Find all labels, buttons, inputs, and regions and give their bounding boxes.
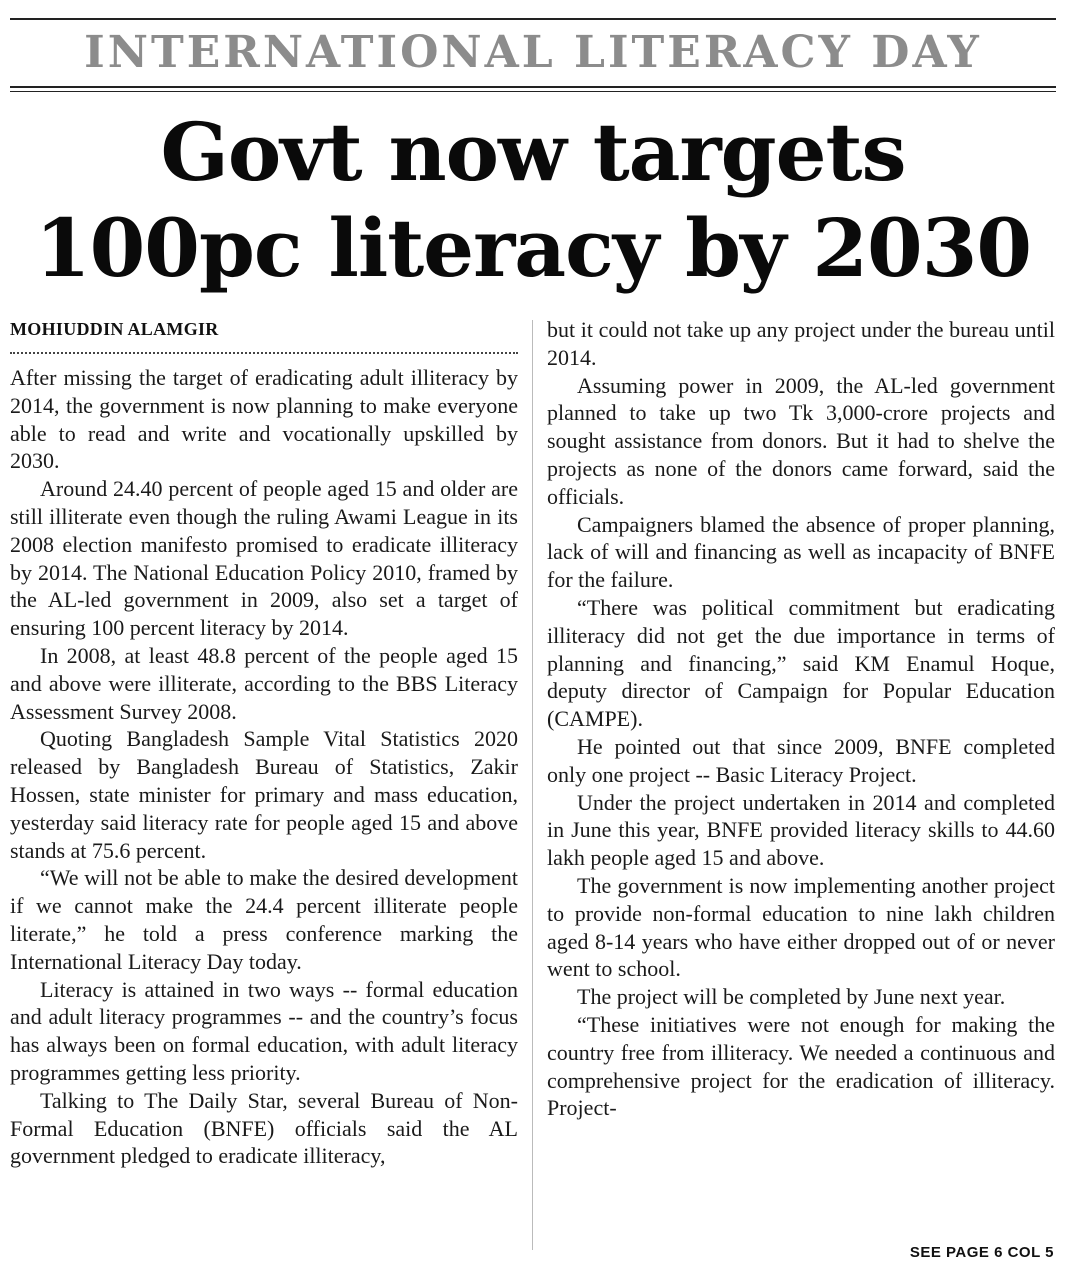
paragraph: but it could not take up any project under the bureau until 2014. (547, 317, 1055, 370)
paragraph: The project will be completed by June next year. (577, 984, 1006, 1010)
headline-line-2: 100pc literacy by 2030 (34, 201, 1032, 295)
kicker-rule-thin (10, 91, 1056, 92)
article-column-left (10, 316, 518, 1170)
article-column-right (547, 316, 1055, 1122)
paragraph: Literacy is attained in two ways -- formal education and adult literacy programmes -- and the country’s focus has always been on formal education, with adult literacy programmes getting less priority. (10, 976, 518, 1085)
paragraph: After missing the target of eradicating adult illiteracy by 2014, the government is now planning to make everyone able to read and write and vocationally upskilled by 2030. (10, 365, 518, 474)
column-divider (532, 320, 533, 1250)
paragraph: “These initiatives were not enough for making the country free from illiteracy. We needed a continuous and comprehensive project for the eradication of illiteracy. Project- (547, 1011, 1055, 1121)
paragraph: Around 24.40 percent of people aged 15 and older are still illiterate even though the ruling Awami League in its 2008 election manifesto promised to eradicate illiteracy by 2014. The National Education Policy 2010, framed by the AL-led government in 2009, also set a target of ensuring 100 percent literacy by 2014. (10, 476, 518, 641)
paragraph: Talking to The Daily Star, several Bureau of Non-Formal Education (BNFE) officials said the AL government pledged to eradicate illiteracy, (10, 1087, 518, 1169)
headline (0, 104, 1066, 296)
section-kicker: INTERNATIONAL LITERACY DAY (84, 27, 982, 78)
paragraph: Assuming power in 2009, the AL-led government planned to take up two Tk 3,000-crore projects and sought assistance from donors. But it had to shelve the projects as none of the donors came forward, said the officials. (547, 372, 1055, 509)
paragraph: Under the project undertaken in 2014 and completed in June this year, BNFE provided literacy skills to 44.60 lakh people aged 15 and above. (547, 789, 1055, 871)
paragraph: “We will not be able to make the desired development if we cannot make the 24.4 percent illiterate people literate,” he told a press conference marking the International Literacy Day today. (10, 865, 518, 974)
paragraph: Campaigners blamed the absence of proper planning, lack of will and financing as well as incapacity of BNFE for the failure. (547, 511, 1055, 593)
byline: MOHIUDDIN ALAMGIR (10, 316, 518, 354)
paragraph: He pointed out that since 2009, BNFE completed only one project -- Basic Literacy Project. (547, 733, 1055, 787)
paragraph: The government is now implementing another project to provide non-formal education to nine lakh children aged 8-14 years who have either dropped out of or never went to school. (547, 872, 1055, 982)
continuation-jump: SEE PAGE 6 COL 5 (909, 1244, 1054, 1261)
paragraph: “There was political commitment but eradicating illiteracy did not get the due importance in terms of planning and financing,” said KM Enamul Hoque, deputy director of Campaign for Popular Education (CAMPE). (547, 594, 1055, 732)
headline-line-1: Govt now targets (160, 105, 906, 199)
kicker-rule (10, 86, 1056, 88)
paragraph: In 2008, at least 48.8 percent of the people aged 15 and above were illiterate, according to the BBS Literacy Assessment Survey 2008. (10, 642, 518, 724)
top-rule (10, 18, 1056, 20)
paragraph: Quoting Bangladesh Sample Vital Statistics 2020 released by Bangladesh Bureau of Statistics, Zakir Hossen, state minister for primary and mass education, yesterday said literacy rate for people aged 15 and above stands at 75.6 percent. (10, 726, 518, 863)
